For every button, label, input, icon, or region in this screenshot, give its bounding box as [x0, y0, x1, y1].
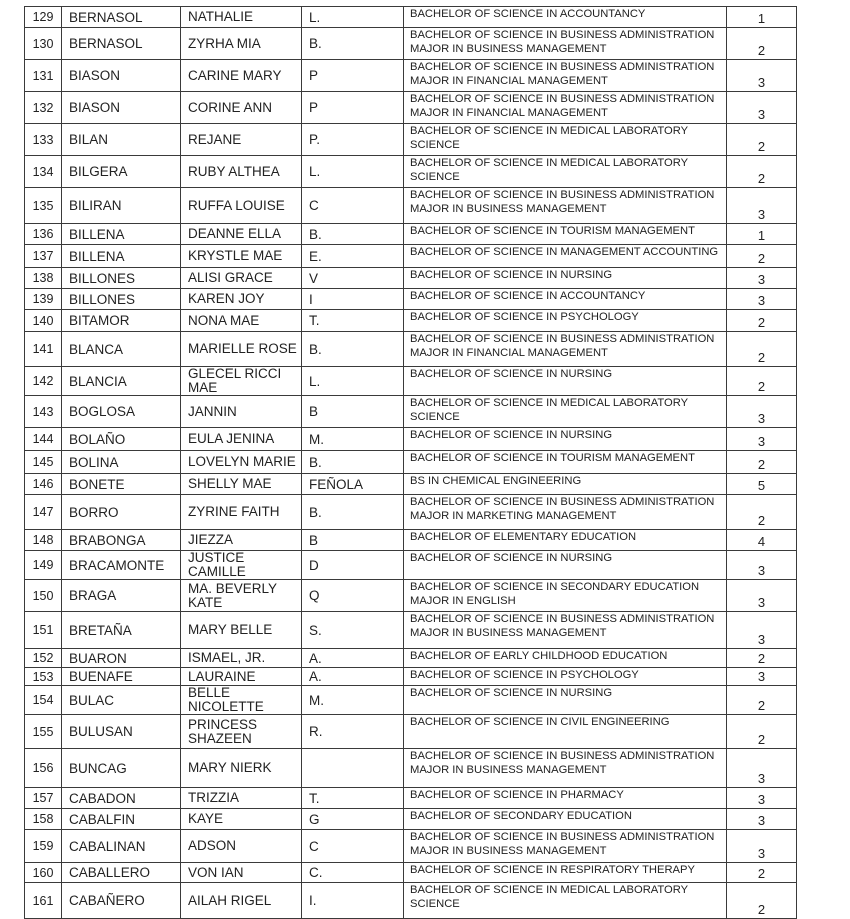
given-name-cell: KRYSTLE MAE [181, 245, 302, 268]
table-row [25, 92, 797, 124]
row-number: 148 [25, 530, 62, 551]
course-cell: BACHELOR OF SCIENCE IN TOURISM MANAGEMENT [404, 451, 727, 474]
middle-name-cell: B [302, 396, 404, 428]
table-row [25, 268, 797, 289]
table-row [25, 367, 797, 396]
given-name-cell: JUSTICE CAMILLE [181, 551, 302, 580]
course-cell: BACHELOR OF SCIENCE IN PSYCHOLOGY [404, 668, 727, 686]
table-row [25, 686, 797, 715]
given-name-cell: CARINE MARY [181, 60, 302, 92]
surname-cell: BRETAÑA [62, 612, 181, 649]
surname-cell: BULAC [62, 686, 181, 715]
given-name-cell: CORINE ANN [181, 92, 302, 124]
table-row [25, 883, 797, 919]
middle-name-cell: B. [302, 28, 404, 60]
row-number: 151 [25, 612, 62, 649]
surname-cell: BERNASOL [62, 28, 181, 60]
surname-cell: BULUSAN [62, 715, 181, 749]
middle-name-cell: L. [302, 367, 404, 396]
surname-cell: BILAN [62, 124, 181, 156]
table-row [25, 788, 797, 809]
table-row [25, 612, 797, 649]
year-level-cell: 3 [727, 580, 797, 612]
row-number: 137 [25, 245, 62, 268]
middle-name-cell: G [302, 809, 404, 830]
course-cell: BACHELOR OF SECONDARY EDUCATION [404, 809, 727, 830]
row-number: 130 [25, 28, 62, 60]
given-name-cell: MARY NIERK [181, 749, 302, 788]
course-cell: BACHELOR OF SCIENCE IN NURSING [404, 551, 727, 580]
course-cell: BACHELOR OF SCIENCE IN MEDICAL LABORATORY SCIENCE [404, 124, 727, 156]
surname-cell: BLANCIA [62, 367, 181, 396]
table-row [25, 863, 797, 883]
course-cell: BACHELOR OF SCIENCE IN ACCOUNTANCY [404, 289, 727, 310]
middle-name-cell: L. [302, 7, 404, 28]
student-list-table [24, 6, 797, 919]
year-level-cell: 2 [727, 28, 797, 60]
row-number: 149 [25, 551, 62, 580]
middle-name-cell: P [302, 92, 404, 124]
given-name-cell: RUBY ALTHEA [181, 156, 302, 188]
course-cell: BACHELOR OF SCIENCE IN NURSING [404, 268, 727, 289]
surname-cell: BUNCAG [62, 749, 181, 788]
middle-name-cell: T. [302, 310, 404, 332]
row-number: 158 [25, 809, 62, 830]
year-level-cell: 2 [727, 863, 797, 883]
course-cell: BACHELOR OF SCIENCE IN BUSINESS ADMINISTRATION MAJOR IN FINANCIAL MANAGEMENT [404, 60, 727, 92]
surname-cell: BILLENA [62, 224, 181, 245]
row-number: 153 [25, 668, 62, 686]
middle-name-cell: V [302, 268, 404, 289]
middle-name-cell: C [302, 830, 404, 863]
row-number: 129 [25, 7, 62, 28]
year-level-cell: 3 [727, 268, 797, 289]
middle-name-cell: FEÑOLA [302, 474, 404, 495]
course-cell: BACHELOR OF SCIENCE IN BUSINESS ADMINISTRATION MAJOR IN BUSINESS MANAGEMENT [404, 830, 727, 863]
row-number: 160 [25, 863, 62, 883]
course-cell: BACHELOR OF SCIENCE IN BUSINESS ADMINISTRATION MAJOR IN BUSINESS MANAGEMENT [404, 749, 727, 788]
middle-name-cell: A. [302, 668, 404, 686]
table-row [25, 830, 797, 863]
table-row [25, 28, 797, 60]
given-name-cell: MARY BELLE [181, 612, 302, 649]
row-number: 139 [25, 289, 62, 310]
course-cell: BACHELOR OF ELEMENTARY EDUCATION [404, 530, 727, 551]
given-name-cell: ZYRHA MIA [181, 28, 302, 60]
row-number: 152 [25, 649, 62, 668]
table-row [25, 156, 797, 188]
middle-name-cell: I [302, 289, 404, 310]
table-row [25, 7, 797, 28]
middle-name-cell: I. [302, 883, 404, 919]
middle-name-cell: M. [302, 686, 404, 715]
year-level-cell: 2 [727, 124, 797, 156]
given-name-cell: AILAH RIGEL [181, 883, 302, 919]
middle-name-cell: C [302, 188, 404, 224]
surname-cell: BOGLOSA [62, 396, 181, 428]
given-name-cell: MA. BEVERLY KATE [181, 580, 302, 612]
table-row [25, 124, 797, 156]
course-cell: BACHELOR OF SCIENCE IN BUSINESS ADMINISTRATION MAJOR IN MARKETING MANAGEMENT [404, 495, 727, 530]
table-row [25, 495, 797, 530]
row-number: 131 [25, 60, 62, 92]
middle-name-cell: D [302, 551, 404, 580]
surname-cell: BIASON [62, 60, 181, 92]
row-number: 144 [25, 428, 62, 451]
table-row [25, 451, 797, 474]
table-row [25, 649, 797, 668]
surname-cell: BOLINA [62, 451, 181, 474]
course-cell: BACHELOR OF SCIENCE IN SECONDARY EDUCATION MAJOR IN ENGLISH [404, 580, 727, 612]
surname-cell: BILIRAN [62, 188, 181, 224]
table-row [25, 809, 797, 830]
middle-name-cell: B. [302, 495, 404, 530]
row-number: 156 [25, 749, 62, 788]
middle-name-cell: B [302, 530, 404, 551]
row-number: 150 [25, 580, 62, 612]
table-row [25, 245, 797, 268]
given-name-cell: BELLE NICOLETTE [181, 686, 302, 715]
middle-name-cell: A. [302, 649, 404, 668]
middle-name-cell: S. [302, 612, 404, 649]
year-level-cell: 3 [727, 809, 797, 830]
course-cell: BACHELOR OF SCIENCE IN MANAGEMENT ACCOUNTING [404, 245, 727, 268]
course-cell: BACHELOR OF SCIENCE IN TOURISM MANAGEMENT [404, 224, 727, 245]
given-name-cell: NONA MAE [181, 310, 302, 332]
table-row [25, 474, 797, 495]
year-level-cell: 3 [727, 289, 797, 310]
given-name-cell: ALISI GRACE [181, 268, 302, 289]
year-level-cell: 5 [727, 474, 797, 495]
given-name-cell: MARIELLE ROSE [181, 332, 302, 367]
surname-cell: BILLONES [62, 268, 181, 289]
year-level-cell: 2 [727, 883, 797, 919]
given-name-cell: JANNIN [181, 396, 302, 428]
year-level-cell: 3 [727, 788, 797, 809]
year-level-cell: 2 [727, 245, 797, 268]
given-name-cell: KAYE [181, 809, 302, 830]
year-level-cell: 3 [727, 188, 797, 224]
given-name-cell: ZYRINE FAITH [181, 495, 302, 530]
surname-cell: BRAGA [62, 580, 181, 612]
surname-cell: BILGERA [62, 156, 181, 188]
surname-cell: BIASON [62, 92, 181, 124]
given-name-cell: KAREN JOY [181, 289, 302, 310]
row-number: 154 [25, 686, 62, 715]
surname-cell: BLANCA [62, 332, 181, 367]
surname-cell: CABADON [62, 788, 181, 809]
surname-cell: CABALFIN [62, 809, 181, 830]
surname-cell: CABAÑERO [62, 883, 181, 919]
course-cell: BACHELOR OF EARLY CHILDHOOD EDUCATION [404, 649, 727, 668]
year-level-cell: 2 [727, 156, 797, 188]
middle-name-cell: M. [302, 428, 404, 451]
course-cell: BACHELOR OF SCIENCE IN BUSINESS ADMINISTRATION MAJOR IN FINANCIAL MANAGEMENT [404, 92, 727, 124]
surname-cell: BRABONGA [62, 530, 181, 551]
middle-name-cell: Q [302, 580, 404, 612]
surname-cell: BUARON [62, 649, 181, 668]
middle-name-cell: B. [302, 451, 404, 474]
table-row [25, 289, 797, 310]
year-level-cell: 3 [727, 60, 797, 92]
table-row [25, 60, 797, 92]
course-cell: BACHELOR OF SCIENCE IN NURSING [404, 428, 727, 451]
table-row [25, 310, 797, 332]
surname-cell: CABALLERO [62, 863, 181, 883]
table-row [25, 396, 797, 428]
year-level-cell: 3 [727, 749, 797, 788]
row-number: 132 [25, 92, 62, 124]
course-cell: BACHELOR OF SCIENCE IN CIVIL ENGINEERING [404, 715, 727, 749]
surname-cell: BERNASOL [62, 7, 181, 28]
year-level-cell: 3 [727, 668, 797, 686]
course-cell: BACHELOR OF SCIENCE IN PHARMACY [404, 788, 727, 809]
row-number: 147 [25, 495, 62, 530]
given-name-cell: GLECEL RICCI MAE [181, 367, 302, 396]
row-number: 161 [25, 883, 62, 919]
year-level-cell: 3 [727, 92, 797, 124]
row-number: 146 [25, 474, 62, 495]
middle-name-cell [302, 749, 404, 788]
table-row [25, 551, 797, 580]
row-number: 136 [25, 224, 62, 245]
course-cell: BACHELOR OF SCIENCE IN ACCOUNTANCY [404, 7, 727, 28]
given-name-cell: ISMAEL, JR. [181, 649, 302, 668]
given-name-cell: LOVELYN MARIE [181, 451, 302, 474]
middle-name-cell: P [302, 60, 404, 92]
row-number: 138 [25, 268, 62, 289]
table-row [25, 428, 797, 451]
year-level-cell: 2 [727, 451, 797, 474]
middle-name-cell: T. [302, 788, 404, 809]
year-level-cell: 3 [727, 830, 797, 863]
surname-cell: BITAMOR [62, 310, 181, 332]
middle-name-cell: L. [302, 156, 404, 188]
course-cell: BACHELOR OF SCIENCE IN BUSINESS ADMINISTRATION MAJOR IN FINANCIAL MANAGEMENT [404, 332, 727, 367]
student-list-body [25, 7, 797, 919]
table-row [25, 668, 797, 686]
surname-cell: BONETE [62, 474, 181, 495]
course-cell: BACHELOR OF SCIENCE IN RESPIRATORY THERAPY [404, 863, 727, 883]
row-number: 141 [25, 332, 62, 367]
surname-cell: BOLAÑO [62, 428, 181, 451]
table-row [25, 580, 797, 612]
surname-cell: BILLENA [62, 245, 181, 268]
given-name-cell: PRINCESS SHAZEEN [181, 715, 302, 749]
course-cell: BACHELOR OF SCIENCE IN BUSINESS ADMINISTRATION MAJOR IN BUSINESS MANAGEMENT [404, 188, 727, 224]
given-name-cell: RUFFA LOUISE [181, 188, 302, 224]
year-level-cell: 3 [727, 396, 797, 428]
course-cell: BACHELOR OF SCIENCE IN MEDICAL LABORATORY SCIENCE [404, 156, 727, 188]
given-name-cell: NATHALIE [181, 7, 302, 28]
course-cell: BACHELOR OF SCIENCE IN BUSINESS ADMINISTRATION MAJOR IN BUSINESS MANAGEMENT [404, 28, 727, 60]
middle-name-cell: R. [302, 715, 404, 749]
course-cell: BACHELOR OF SCIENCE IN NURSING [404, 367, 727, 396]
row-number: 143 [25, 396, 62, 428]
row-number: 155 [25, 715, 62, 749]
year-level-cell: 2 [727, 332, 797, 367]
year-level-cell: 2 [727, 686, 797, 715]
course-cell: BACHELOR OF SCIENCE IN MEDICAL LABORATORY SCIENCE [404, 883, 727, 919]
table-row [25, 224, 797, 245]
surname-cell: BRACAMONTE [62, 551, 181, 580]
year-level-cell: 2 [727, 649, 797, 668]
given-name-cell: LAURAINE [181, 668, 302, 686]
middle-name-cell: C. [302, 863, 404, 883]
middle-name-cell: B. [302, 332, 404, 367]
course-cell: BACHELOR OF SCIENCE IN BUSINESS ADMINISTRATION MAJOR IN BUSINESS MANAGEMENT [404, 612, 727, 649]
surname-cell: BUENAFE [62, 668, 181, 686]
row-number: 134 [25, 156, 62, 188]
row-number: 140 [25, 310, 62, 332]
given-name-cell: ADSON [181, 830, 302, 863]
middle-name-cell: P. [302, 124, 404, 156]
table-row [25, 715, 797, 749]
year-level-cell: 3 [727, 551, 797, 580]
given-name-cell: DEANNE ELLA [181, 224, 302, 245]
surname-cell: BILLONES [62, 289, 181, 310]
given-name-cell: REJANE [181, 124, 302, 156]
year-level-cell: 2 [727, 715, 797, 749]
table-row [25, 188, 797, 224]
surname-cell: BORRO [62, 495, 181, 530]
year-level-cell: 1 [727, 224, 797, 245]
row-number: 145 [25, 451, 62, 474]
given-name-cell: VON IAN [181, 863, 302, 883]
surname-cell: CABALINAN [62, 830, 181, 863]
given-name-cell: JIEZZA [181, 530, 302, 551]
year-level-cell: 2 [727, 367, 797, 396]
table-row [25, 530, 797, 551]
year-level-cell: 3 [727, 612, 797, 649]
row-number: 133 [25, 124, 62, 156]
year-level-cell: 1 [727, 7, 797, 28]
course-cell: BS IN CHEMICAL ENGINEERING [404, 474, 727, 495]
year-level-cell: 3 [727, 428, 797, 451]
row-number: 142 [25, 367, 62, 396]
given-name-cell: SHELLY MAE [181, 474, 302, 495]
course-cell: BACHELOR OF SCIENCE IN MEDICAL LABORATORY SCIENCE [404, 396, 727, 428]
middle-name-cell: B. [302, 224, 404, 245]
year-level-cell: 2 [727, 495, 797, 530]
given-name-cell: TRIZZIA [181, 788, 302, 809]
year-level-cell: 2 [727, 310, 797, 332]
table-row [25, 332, 797, 367]
row-number: 159 [25, 830, 62, 863]
middle-name-cell: E. [302, 245, 404, 268]
row-number: 135 [25, 188, 62, 224]
year-level-cell: 4 [727, 530, 797, 551]
given-name-cell: EULA JENINA [181, 428, 302, 451]
course-cell: BACHELOR OF SCIENCE IN NURSING [404, 686, 727, 715]
table-row [25, 749, 797, 788]
row-number: 157 [25, 788, 62, 809]
course-cell: BACHELOR OF SCIENCE IN PSYCHOLOGY [404, 310, 727, 332]
